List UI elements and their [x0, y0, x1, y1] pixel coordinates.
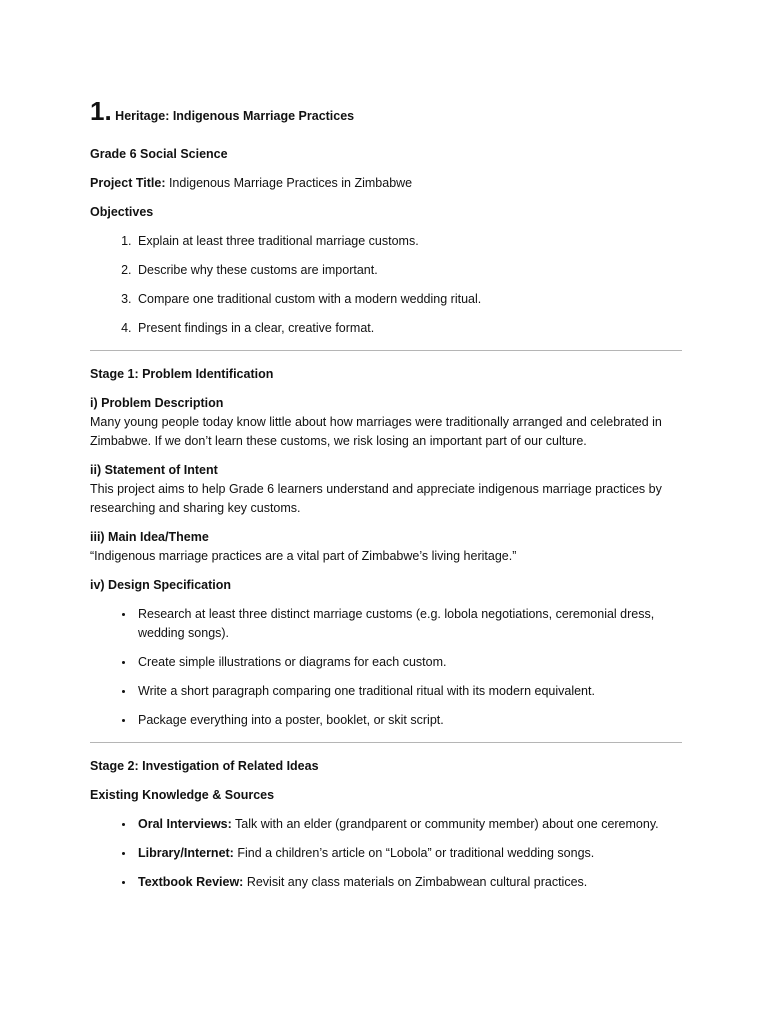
objective-item: 3. Compare one traditional custom with a modern wedding ritual. [135, 290, 682, 309]
design-item: • Package everything into a poster, booklet, or skit script. [135, 711, 682, 730]
source-label: Textbook Review: [138, 875, 244, 889]
source-text: Find a children’s article on “Lobola” or traditional wedding songs. [233, 846, 595, 860]
title-text: Heritage: Indigenous Marriage Practices [115, 109, 355, 123]
document-title [90, 96, 682, 131]
design-item: • Research at least three distinct marriage customs (e.g. lobola negotiations, ceremonial dress, wedding songs). [135, 605, 682, 643]
main-idea-block [90, 528, 682, 566]
project-title-label: Project Title: [90, 176, 166, 190]
design-item: • Write a short paragraph comparing one traditional ritual with its modern equivalent. [135, 682, 682, 701]
title-number: 1. [90, 96, 112, 126]
section-divider [90, 350, 682, 351]
source-item [135, 873, 682, 892]
design-specification-heading: iv) Design Specification [90, 578, 232, 592]
design-specification-list [90, 605, 682, 730]
stage1-heading: Stage 1: Problem Identification [90, 367, 274, 381]
project-title-value: Indigenous Marriage Practices in Zimbabwe [165, 176, 413, 190]
objectives-list [90, 232, 682, 338]
project-title-line [90, 174, 682, 193]
document-content [90, 96, 682, 904]
design-item: • Create simple illustrations or diagrams for each custom. [135, 653, 682, 672]
source-text: Talk with an elder (grandparent or community member) about one ceremony. [231, 817, 659, 831]
source-item [135, 844, 682, 863]
problem-description-block [90, 394, 682, 451]
statement-of-intent-text: This project aims to help Grade 6 learners understand and appreciate indigenous marriage practices by researching and sharing key customs. [90, 482, 662, 515]
objectives-heading: Objectives [90, 205, 154, 219]
objective-item: 4. Present findings in a clear, creative format. [135, 319, 682, 338]
main-idea-heading: iii) Main Idea/Theme [90, 530, 209, 544]
problem-description-heading: i) Problem Description [90, 396, 224, 410]
objective-item: 2. Describe why these customs are important. [135, 261, 682, 280]
source-text: Revisit any class materials on Zimbabwean cultural practices. [243, 875, 588, 889]
statement-of-intent-heading: ii) Statement of Intent [90, 463, 218, 477]
section-divider [90, 742, 682, 743]
source-label: Library/Internet: [138, 846, 234, 860]
problem-description-text: Many young people today know little about how marriages were traditionally arranged and celebrated in Zimbabwe. If we don’t learn these customs, we risk losing an important part of our culture. [90, 415, 662, 448]
objective-item: 1. Explain at least three traditional marriage customs. [135, 232, 682, 251]
source-label: Oral Interviews: [138, 817, 232, 831]
source-item [135, 815, 682, 834]
grade-line: Grade 6 Social Science [90, 147, 228, 161]
statement-of-intent-block [90, 461, 682, 518]
sources-list [90, 815, 682, 892]
stage2-heading: Stage 2: Investigation of Related Ideas [90, 759, 319, 773]
main-idea-text: “Indigenous marriage practices are a vital part of Zimbabwe’s living heritage.” [90, 549, 517, 563]
sources-heading: Existing Knowledge & Sources [90, 788, 275, 802]
